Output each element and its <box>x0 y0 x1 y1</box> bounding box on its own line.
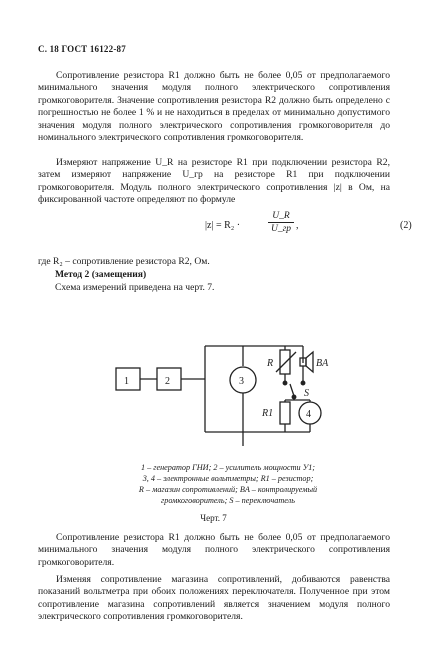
formula-number: (2) <box>400 220 412 231</box>
resistor-R1 <box>280 402 290 424</box>
label-meter-3: 3 <box>239 376 244 387</box>
legend-line-1: 1 – генератор ГНИ; 2 – усилитель мощности У1; <box>140 463 316 472</box>
legend-line-3: R – магазин сопротивлений; BA – контролируемый <box>138 485 318 494</box>
label-BA: BA <box>316 358 329 369</box>
formula-tail: , <box>296 220 299 231</box>
formula-numerator: U_R <box>272 211 290 221</box>
paragraph-2: Измеряют напряжение U_R на резисторе R1 при подключении резистора R2, затем измеряют напряжение U_гр на резисторе R1 при подключении громкоговорителя. Модуль полного электрического сопротивления |z| в Ом, на фиксированной частоте определяют по формуле <box>38 157 390 206</box>
where-line: где R₂ – сопротивление резистора R2, Ом. <box>38 256 210 267</box>
formula-denominator: U_гр <box>270 224 292 234</box>
paragraph-3: Сопротивление резистора R1 должно быть не более 0,05 от предполагаемого минимального значения модуля полного электрического сопротивления громкоговорителя. <box>38 532 390 568</box>
resistance-box-R <box>280 350 290 374</box>
speaker-cone <box>306 352 313 372</box>
legend-line-4: громкоговоритель; S – переключатель <box>161 496 295 505</box>
label-R1: R1 <box>262 408 274 419</box>
legend-line-2: 3, 4 – электронные вольтметры; R1 – резистор; <box>142 474 314 483</box>
label-S: S <box>304 388 309 399</box>
formula-lhs: |z| = R₂ · <box>205 220 241 231</box>
method-title-text: Метод 2 (замещения) <box>55 269 147 280</box>
scheme-line: Схема измерений приведена на черт. 7. <box>55 282 215 293</box>
label-box-1: 1 <box>124 376 129 387</box>
figure-caption: Черт. 7 <box>200 513 227 523</box>
switch-contact-left <box>283 381 287 385</box>
paragraph-1: Сопротивление резистора R1 должно быть не более 0,05 от предполагаемого минимального значения модуля полного электрического сопротивления громкоговорителя. Значение сопротивления резистора R2 должно быть определено с погрешностью не более 1 % и не находиться в пределах от минимально допустимого значения модуля полного электрического сопротивления громкоговорителя до номинального электрического сопротивления громкоговорителя. <box>38 70 390 144</box>
switch-contact-right <box>301 381 305 385</box>
label-R: R <box>267 358 274 369</box>
switch-lever <box>290 384 294 396</box>
paragraph-4: Изменяя сопротивление магазина сопротивлений, добиваются равенства показаний вольтметра при обоих положениях переключателя. Полученное при этом сопротивление магазина сопротивлений является значением модуля полного электрического сопротивления громкоговорителя. <box>38 574 390 623</box>
variable-arrow <box>276 352 296 372</box>
label-meter-4: 4 <box>306 409 311 420</box>
page-header: С. 18 ГОСТ 16122-87 <box>38 44 126 54</box>
diagram-legend <box>88 462 368 506</box>
label-box-2: 2 <box>165 376 170 387</box>
